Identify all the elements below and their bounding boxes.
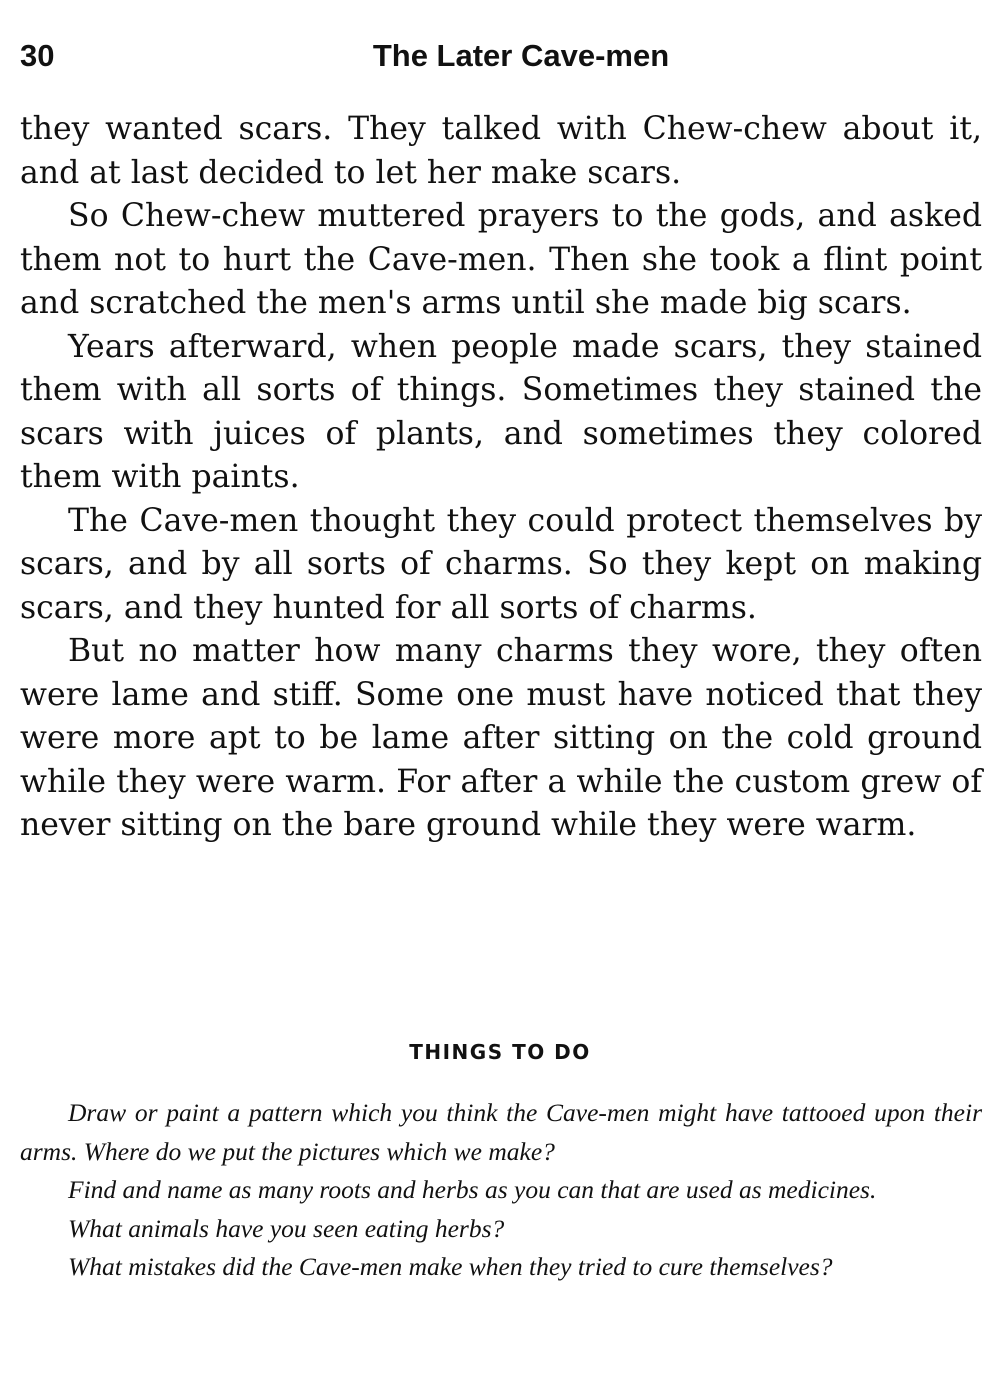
paragraph: But no matter how many charms they wore, they often were lame and stiff. Some one must have noticed that they were more apt to be lame after sitting on the cold ground while they were warm. For after a while the custom grew of never sitting on the bare ground while they were warm. [20,633,982,843]
running-title: The Later Cave-men [372,38,670,73]
paragraph: So Chew-chew muttered prayers to the gods, and asked them not to hurt the Cave-men. Then she took a flint point and scratched the men's arms until she made big scars. [20,198,982,321]
activity-item: What mistakes did the Cave-men make when they tried to cure themselves? [68,1252,833,1281]
activity-item: Find and name as many roots and herbs as you can that are used as medicines. [68,1175,877,1204]
page-number: 30 [20,38,55,73]
running-head [20,38,982,86]
paragraph: they wanted scars. They talked with Chew-chew about it, and at last decided to let her make scars. [20,111,982,191]
body-text [20,108,982,848]
section-heading: THINGS TO DO [409,1040,591,1064]
activities-list [20,1094,982,1287]
activity-item: What animals have you seen eating herbs? [68,1213,505,1243]
paragraph: The Cave-men thought they could protect themselves by scars, and by all sorts of charms. So they kept on making scars, and they hunted for all sorts of charms. [20,502,982,626]
paragraph: Years afterward, when people made scars, they stained them with all sorts of things. Sometimes they stained the scars with juices of plants, and sometimes they colored them with paints. [20,328,982,495]
activity-item: Draw or paint a pattern which you think the Cave-men might have tattooed upon their arms. Where do we put the pictures which we make? [20,1098,982,1166]
